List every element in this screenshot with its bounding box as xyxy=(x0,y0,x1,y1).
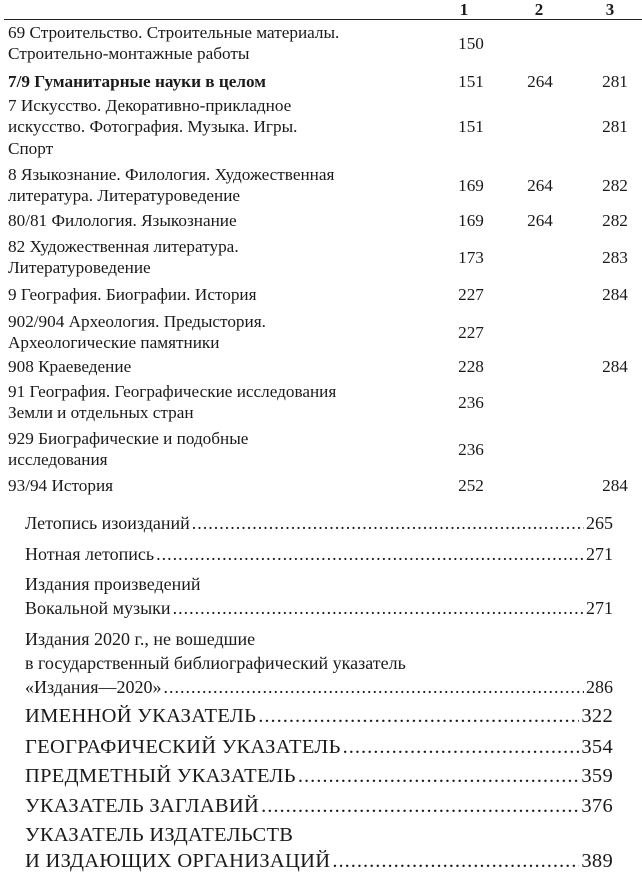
toc-entry-title-line: Издания произведений xyxy=(25,574,201,594)
toc-entry[interactable] xyxy=(25,511,613,535)
toc-page-number: 322 xyxy=(581,705,613,727)
toc-entry-line xyxy=(25,596,613,620)
toc-entry-title: ГЕОГРАФИЧЕСКИЙ УКАЗАТЕЛЬ xyxy=(25,736,341,758)
toc-page-number: 286 xyxy=(586,677,613,697)
row-value-col3: 282 xyxy=(602,175,628,195)
row-value-col1: 252 xyxy=(458,476,484,495)
row-subject-line: 82 Художественная литература. xyxy=(8,237,239,256)
row-subject-line: исследования xyxy=(8,450,108,470)
row-value-col3: 281 xyxy=(602,117,628,137)
toc-entry-title-line: в государственный библиографический указатель xyxy=(25,653,406,673)
row-value-col1: 228 xyxy=(458,357,484,376)
toc-entry-title: «Издания—2020» xyxy=(25,677,162,697)
toc-leader-dots xyxy=(298,763,580,789)
row-value-col1: 169 xyxy=(458,211,484,230)
row-subject-label xyxy=(8,95,430,159)
toc-entry-line xyxy=(25,703,613,729)
toc-entry[interactable] xyxy=(25,793,613,819)
toc-page-number: 389 xyxy=(581,850,613,872)
toc-leader-dots xyxy=(173,596,584,620)
toc-leader-dots xyxy=(163,675,584,699)
row-subject-line: 7/9 Гуманитарные науки в целом xyxy=(8,72,266,91)
table-row xyxy=(8,381,642,424)
toc-entry-title: Вокальной музыки xyxy=(25,598,171,618)
row-subject-line: Строительно-монтажные работы xyxy=(8,44,250,64)
toc-page-number: 359 xyxy=(581,765,613,787)
row-subject-label xyxy=(8,22,430,65)
row-value-col2: 264 xyxy=(527,72,553,91)
row-subject-line: 902/904 Археология. Предыстория. xyxy=(8,312,266,331)
table-row xyxy=(8,311,642,354)
row-value-col1: 227 xyxy=(458,322,484,342)
row-value-col1: 151 xyxy=(458,117,484,137)
row-value-col3: 284 xyxy=(602,476,628,495)
toc-entry-title: Летопись изоизданий xyxy=(25,513,190,533)
toc-entry-line xyxy=(25,848,613,874)
table-top-rule xyxy=(4,19,642,20)
column-header-3: 3 xyxy=(605,0,615,19)
toc-entry-title: ПРЕДМЕТНЫЙ УКАЗАТЕЛЬ xyxy=(25,765,296,787)
row-subject-label xyxy=(8,475,430,496)
toc-page-number: 354 xyxy=(581,736,613,758)
toc-entry[interactable] xyxy=(25,822,613,874)
row-subject-line: 80/81 Филология. Языкознание xyxy=(8,211,237,230)
row-value-col3: 284 xyxy=(602,285,628,304)
toc-page-number: 376 xyxy=(581,795,613,817)
row-subject-label xyxy=(8,311,430,354)
toc-page-number: 271 xyxy=(586,544,613,564)
toc-entry[interactable] xyxy=(25,703,613,729)
toc-leader-dots xyxy=(261,793,579,819)
row-subject-label xyxy=(8,71,430,92)
toc-entry-line xyxy=(25,793,613,819)
row-subject-line: 7 Искусство. Декоративно-прикладное xyxy=(8,96,292,115)
row-subject-line: 8 Языкознание. Филология. Художественная xyxy=(8,165,335,184)
row-subject-line: Литературоведение xyxy=(8,258,151,278)
row-value-col2: 264 xyxy=(527,175,553,195)
table-row xyxy=(8,236,642,279)
row-subject-line: 929 Биографические и подобные xyxy=(8,429,249,448)
row-subject-line: 91 География. Географические исследования xyxy=(8,382,337,401)
table-row xyxy=(8,210,642,231)
toc-entry[interactable] xyxy=(25,734,613,760)
table-row xyxy=(8,284,642,305)
row-value-col1: 227 xyxy=(458,285,484,304)
row-subject-line: Спорт xyxy=(8,138,54,158)
row-subject-line: 9 География. Биографии. История xyxy=(8,285,257,304)
row-subject-label xyxy=(8,284,430,305)
row-value-col3: 284 xyxy=(602,357,628,376)
toc-entry-line xyxy=(25,542,613,566)
row-subject-line: литература. Литературоведение xyxy=(8,186,241,206)
row-subject-label xyxy=(8,236,430,279)
row-subject-label xyxy=(8,356,430,377)
toc-entry[interactable] xyxy=(25,763,613,789)
toc-entry[interactable] xyxy=(25,572,613,620)
row-value-col1: 151 xyxy=(458,72,484,91)
toc-entry-line xyxy=(25,511,613,535)
table-row xyxy=(8,356,642,377)
row-subject-label xyxy=(8,164,430,207)
toc-leader-dots xyxy=(192,511,584,535)
row-subject-label xyxy=(8,210,430,231)
toc-entry-title-line: УКАЗАТЕЛЬ ИЗДАТЕЛЬСТВ xyxy=(25,824,294,846)
row-subject-line: 69 Строительство. Строительные материалы. xyxy=(8,23,340,42)
toc-entry-line xyxy=(25,734,613,760)
row-value-col1: 150 xyxy=(458,33,484,53)
row-subject-line: Земли и отдельных стран xyxy=(8,403,194,423)
toc-entry-title: И ИЗДАЮЩИХ ОРГАНИЗАЦИЙ xyxy=(25,850,331,872)
row-subject-line: 93/94 История xyxy=(8,476,114,495)
toc-entry[interactable] xyxy=(25,542,613,566)
table-row xyxy=(8,22,642,65)
row-subject-label xyxy=(8,381,430,424)
column-header-2: 2 xyxy=(534,0,544,19)
row-value-col1: 236 xyxy=(458,392,484,412)
table-row xyxy=(8,475,642,496)
toc-leader-dots xyxy=(343,734,580,760)
row-value-col1: 169 xyxy=(458,175,484,195)
row-value-col3: 283 xyxy=(602,247,628,267)
toc-leader-dots xyxy=(156,542,584,566)
toc-entry-title: УКАЗАТЕЛЬ ЗАГЛАВИЙ xyxy=(25,795,260,817)
toc-entry-line xyxy=(25,675,613,699)
row-subject-line: 908 Краеведение xyxy=(8,357,132,376)
toc-entry-line xyxy=(25,763,613,789)
toc-entry[interactable] xyxy=(25,627,613,699)
toc-page-number: 265 xyxy=(586,513,613,533)
column-header-1: 1 xyxy=(459,0,469,19)
toc-entry-title-line: Издания 2020 г., не вошедшие xyxy=(25,629,256,649)
row-value-col1: 236 xyxy=(458,439,484,459)
table-row xyxy=(8,71,642,92)
toc-leader-dots xyxy=(332,848,579,874)
row-value-col1: 173 xyxy=(458,247,484,267)
toc-entry-title: ИМЕННОЙ УКАЗАТЕЛЬ xyxy=(25,705,257,727)
row-subject-label xyxy=(8,428,430,471)
toc-leader-dots xyxy=(258,703,579,729)
table-row xyxy=(8,95,642,159)
table-row xyxy=(8,428,642,471)
row-value-col2: 264 xyxy=(527,211,553,230)
table-row xyxy=(8,164,642,207)
row-subject-line: Археологические памятники xyxy=(8,333,220,353)
row-value-col3: 281 xyxy=(602,72,628,91)
row-subject-line: искусство. Фотография. Музыка. Игры. xyxy=(8,117,298,137)
toc-page-number: 271 xyxy=(586,598,613,618)
toc-entry-title: Нотная летопись xyxy=(25,544,155,564)
row-value-col3: 282 xyxy=(602,211,628,230)
